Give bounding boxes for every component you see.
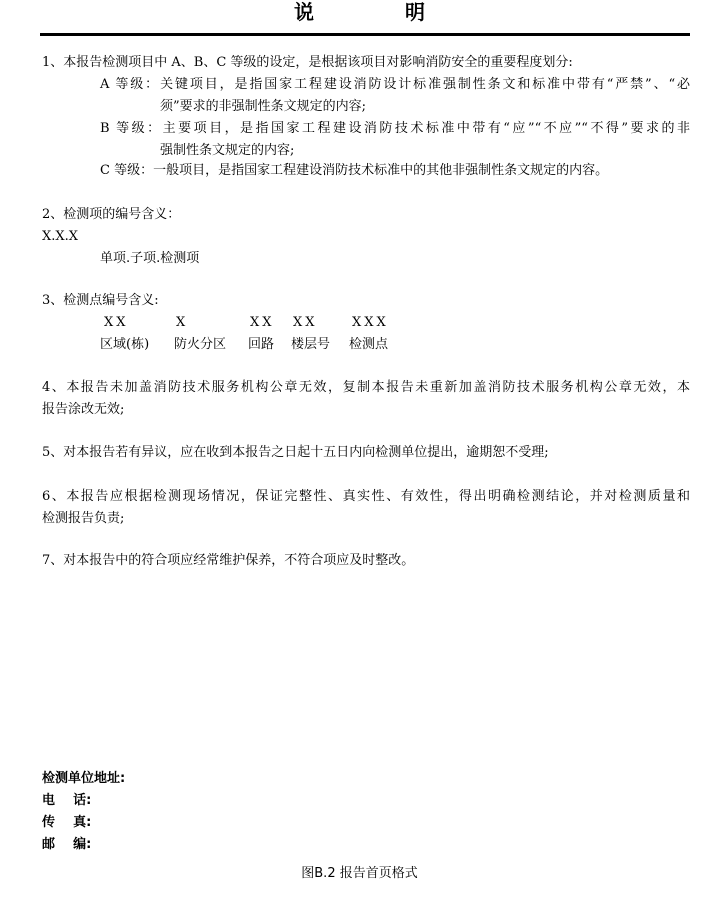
item-3-intro: 3、检测点编号含义: bbox=[42, 293, 159, 308]
item-1-grade-b-line2: 强制性条文规定的内容; bbox=[160, 143, 295, 158]
item-2-intro: 2、检测项的编号含义： bbox=[42, 207, 181, 222]
item-3-code-zone: X bbox=[176, 315, 186, 330]
item-4-line1: 4、本报告未加盖消防技术服务机构公章无效，复制本报告未重新加盖消防技术服务机构公章无效，本 bbox=[42, 380, 690, 395]
item-6-line1: 6、本报告应根据检测现场情况，保证完整性、真实性、有效性，得出明确检测结论，并对检测质量和 bbox=[42, 489, 690, 504]
footer-postcode-label: 邮 编: bbox=[42, 837, 92, 852]
item-1-grade-a-line1: A 等级：关键项目，是指国家工程建设消防设计标准强制性条文和标准中带有“严禁”、“必 bbox=[100, 77, 690, 92]
item-3-label-point: 检测点 bbox=[349, 337, 389, 352]
item-3-label-area: 区域(栋) bbox=[100, 337, 150, 352]
item-3-label-circuit: 回路 bbox=[248, 337, 275, 352]
footer-address-label: 检测单位地址: bbox=[42, 771, 126, 786]
item-3-label-floor: 楼层号 bbox=[291, 337, 331, 352]
item-1-grade-a-line2: 须”要求的非强制性条文规定的内容; bbox=[160, 99, 367, 114]
figure-caption: 图B.2 报告首页格式 bbox=[301, 866, 418, 881]
item-3-code-circuit: XX bbox=[250, 315, 275, 330]
footer-phone-label: 电 话: bbox=[42, 793, 92, 808]
item-3-code-point: XXX bbox=[352, 315, 389, 330]
item-3-code-floor: XX bbox=[293, 315, 318, 330]
footer-fax-label: 传 真: bbox=[42, 815, 92, 830]
title-divider bbox=[40, 33, 690, 36]
item-3-code-area: XX bbox=[104, 315, 129, 330]
page-title: 说 明 bbox=[294, 0, 467, 24]
item-7-text: 7、对本报告中的符合项应经常维护保养，不符合项应及时整改。 bbox=[42, 553, 415, 568]
item-1-intro: 1、本报告检测项目中 A、B、C 等级的设定，是根据该项目对影响消防安全的重要程度划分: bbox=[42, 55, 573, 70]
item-1-grade-c-line1: C 等级：一般项目，是指国家工程建设消防技术标准中的其他非强制性条文规定的内容。 bbox=[100, 163, 609, 178]
item-4-line2: 报告涂改无效; bbox=[42, 402, 125, 417]
item-2-code: X.X.X bbox=[42, 229, 79, 244]
item-1-grade-b-line1: B 等级：主要项目，是指国家工程建设消防技术标准中带有“应”“不应”“不得”要求的非 bbox=[100, 121, 690, 136]
item-2-meaning: 单项.子项.检测项 bbox=[100, 251, 200, 266]
item-5-text: 5、对本报告若有异议，应在收到本报告之日起十五日内向检测单位提出，逾期恕不受理; bbox=[42, 445, 549, 460]
item-6-line2: 检测报告负责; bbox=[42, 511, 125, 526]
item-3-label-zone: 防火分区 bbox=[174, 337, 227, 352]
